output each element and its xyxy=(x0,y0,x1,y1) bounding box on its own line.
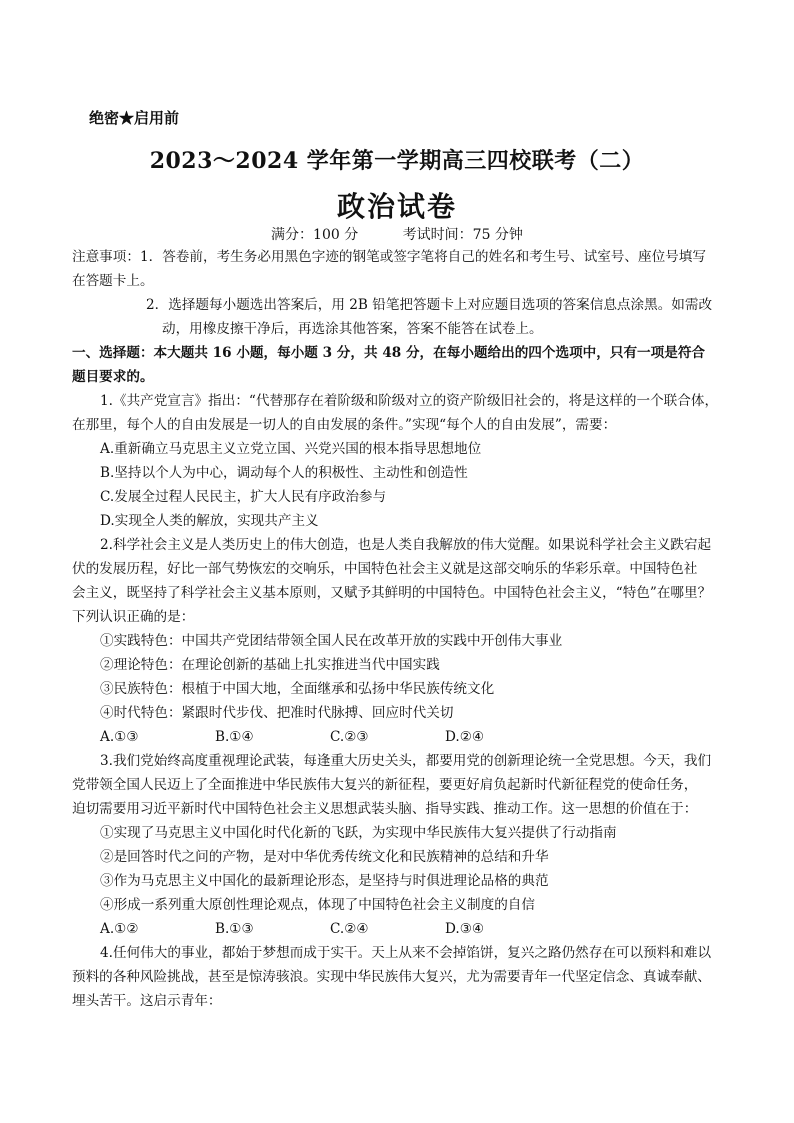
q2-choice-b: B.①④ xyxy=(215,729,254,745)
notes-line-2: 在答题卡上。 xyxy=(72,273,154,289)
q1-option-a: A.重新确立马克思主义立党立国、兴党兴国的根本指导思想地位 xyxy=(100,441,482,457)
q3-stem-line-3: 迫切需要用习近平新时代中国特色社会主义思想武装头脑、指导实践、推动工作。这一思想的价值在于： xyxy=(72,801,698,817)
q1-stem-line-2: 在那里，每个人的自由发展是一切人的自由发展的条件。”实现“每个人的自由发展”，需要： xyxy=(72,417,617,433)
q2-choice-d: D.②④ xyxy=(445,729,485,745)
q4-stem-line-2: 预料的各种风险挑战，甚至是惊涛骇浪。实现中华民族伟大复兴，尤为需要青年一代坚定信念、真诚奉献、 xyxy=(72,969,711,985)
q3-choice-b: B.①③ xyxy=(215,921,254,937)
q3-choice-a: A.①② xyxy=(100,921,139,937)
q2-item-3: ③民族特色：根植于中国大地，全面继承和弘扬中华民族传统文化 xyxy=(100,681,495,697)
q3-choice-d: D.③④ xyxy=(445,921,485,937)
notes-line-3: 2．选择题每小题选出答案后，用 2B 铅笔把答题卡上对应题目选项的答案信息点涂黑。如需改 xyxy=(146,297,713,313)
exam-title: 2023～2024 学年第一学期高三四校联考（二） xyxy=(149,148,645,174)
q2-item-2: ②理论特色：在理论创新的基础上扎实推进当代中国实践 xyxy=(100,657,440,673)
subject-title: 政治试卷 xyxy=(336,190,457,223)
q2-item-4: ④时代特色：紧跟时代步伐、把准时代脉搏、回应时代关切 xyxy=(100,705,454,721)
full-score: 满分：100 分 xyxy=(271,227,359,243)
q4-stem-line-3: 埋头苦干。这启示青年： xyxy=(72,993,222,1009)
q3-stem-line-1: 3.我们党始终高度重视理论武装，每逢重大历史关头，都要用党的创新理论统一全党思想。今天，我们 xyxy=(100,753,712,769)
section-heading-line-2: 题目要求的。 xyxy=(72,369,154,385)
q1-option-b: B.坚持以个人为中心，调动每个人的积极性、主动性和创造性 xyxy=(100,465,468,481)
q2-choice-a: A.①③ xyxy=(100,729,139,745)
exam-time: 考试时间：75 分钟 xyxy=(402,227,523,243)
q2-stem-line-2: 伏的发展历程，好比一部气势恢宏的交响乐，中国特色社会主义就是这部交响乐的华彩乐章。中国特色社 xyxy=(72,561,698,577)
q2-stem-line-4: 下列认识正确的是： xyxy=(72,609,195,625)
q3-choice-c: C.②④ xyxy=(330,921,369,937)
q1-option-c: C.发展全过程人民民主，扩大人民有序政治参与 xyxy=(100,489,387,505)
q4-stem-line-1: 4.任何伟大的事业，都始于梦想而成于实干。天上从来不会掉馅饼，复兴之路仍然存在可以预料和难以 xyxy=(100,945,712,961)
confidential-label: 绝密★启用前 xyxy=(89,109,180,127)
q3-item-1: ①实现了马克思主义中国化时代化新的飞跃，为实现中华民族伟大复兴提供了行动指南 xyxy=(100,825,617,841)
q1-stem-line-1: 1.《共产党宣言》指出：“代替那存在着阶级和阶级对立的资产阶级旧社会的，将是这样的一个联合体， xyxy=(100,393,719,409)
q2-stem-line-1: 2.科学社会主义是人类历史上的伟大创造，也是人类自我解放的伟大觉醒。如果说科学社会主义跌宕起 xyxy=(100,537,712,553)
q2-choice-c: C.②③ xyxy=(330,729,369,745)
q3-choices xyxy=(100,917,560,941)
q3-item-3: ③作为马克思主义中国化的最新理论形态，是坚持与时俱进理论品格的典范 xyxy=(100,873,549,889)
q2-item-1: ①实践特色：中国共产党团结带领全国人民在改革开放的实践中开创伟大事业 xyxy=(100,633,563,649)
exam-meta xyxy=(0,224,794,244)
q1-option-d: D.实现全人类的解放，实现共产主义 xyxy=(100,513,319,529)
notes-line-4: 动，用橡皮擦干净后，再选涂其他答案，答案不能答在试卷上。 xyxy=(162,321,543,337)
q2-choices xyxy=(100,725,560,749)
section-heading-line-1: 一、选择题：本大题共 16 小题，每小题 3 分，共 48 分，在每小题给出的四个选项中，只有一项是符合 xyxy=(72,345,706,361)
notes-line-1: 注意事项：1．答卷前，考生务必用黑色字迹的钢笔或签字笔将自己的姓名和考生号、试室号、座位号填写 xyxy=(72,249,706,265)
q2-stem-line-3: 会主义，既坚持了科学社会主义基本原则，又赋予其鲜明的中国特色。中国特色社会主义，“特色”在哪里？ xyxy=(72,585,712,601)
q3-stem-line-2: 党带领全国人民迈上了全面推进中华民族伟大复兴的新征程，要更好肩负起新时代新征程党的使命任务， xyxy=(72,777,698,793)
q3-item-2: ②是回答时代之问的产物，是对中华优秀传统文化和民族精神的总结和升华 xyxy=(100,849,549,865)
q3-item-4: ④形成一系列重大原创性理论观点，体现了中国特色社会主义制度的自信 xyxy=(100,897,535,913)
